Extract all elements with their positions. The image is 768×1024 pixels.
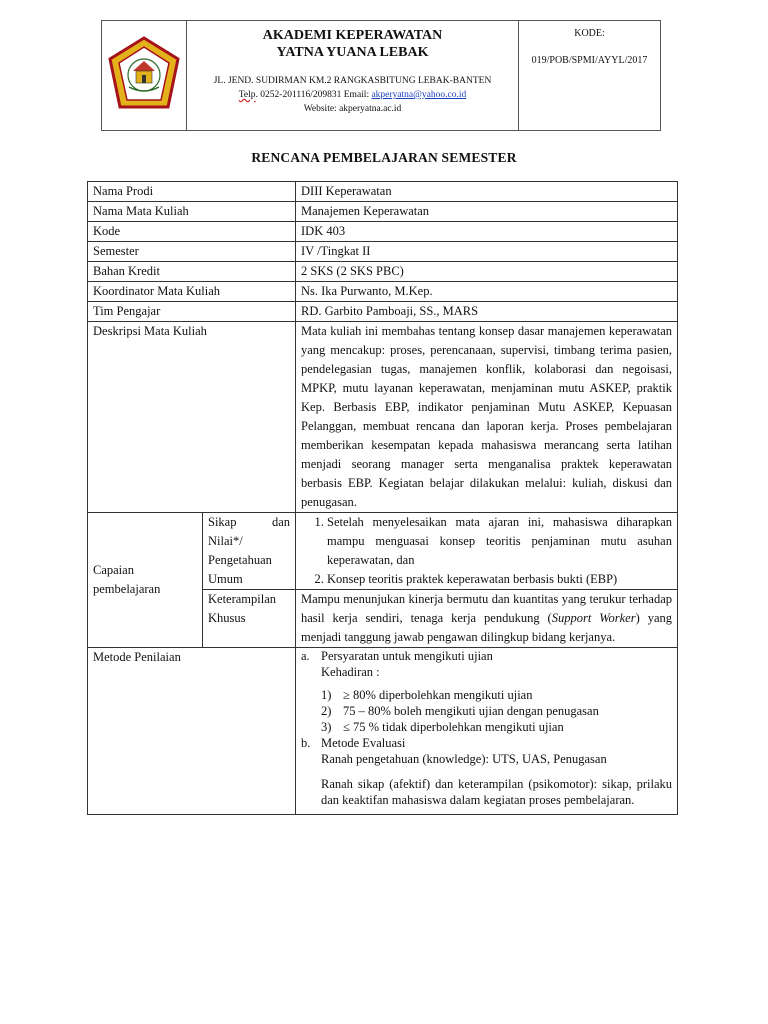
document-code-cell [519, 21, 660, 130]
row-value: Ns. Ika Purwanto, M.Kep. [296, 282, 678, 302]
org-address-block [187, 74, 518, 116]
row-label: Semester [88, 242, 296, 262]
row-label: Kode [88, 222, 296, 242]
row-value: RD. Garbito Pamboaji, SS., MARS [296, 302, 678, 322]
row-label: Deskripsi Mata Kuliah [88, 322, 296, 513]
metode-b [301, 735, 672, 751]
keterampilan-label: Keterampilan Khusus [203, 590, 296, 648]
document-title: RENCANA PEMBELAJARAN SEMESTER [251, 150, 517, 165]
row-label: Nama Prodi [88, 182, 296, 202]
list-item [321, 719, 672, 735]
metode-a-sub: Kehadiran : [321, 665, 380, 679]
table-row [88, 322, 678, 513]
keterampilan-text [296, 590, 678, 648]
capaian-label: Capaian pembelajaran [88, 513, 203, 648]
course-description: Mata kuliah ini membahas tentang konsep dasar manajemen keperawatan yang mencakup: proses, perencanaan, supervisi, timbang terima pasien, pendelegasian tugas, manajemen konflik, kolaborasi dan negoisasi, MPKP, mutu layanan keperawatan, menjaminan mutu ASKEP, praktik Kep. Berbasis EBP, indikator penjaminan Mutu ASKEP, Kepuasan Pelanggan, membuat rencana dan laporan kerja. Proses pembelajaran memberikan kesempatan kepada mahasiswa merancang serta latihan menjadi seorang manager serta menganalisa praktek keperawatan berbasis EBP. Kegiatan belajar dilakukan melalui: kuliah, diskusi dan penugasan. [296, 322, 678, 513]
org-address: JL. JEND. SUDIRMAN KM.2 RANGKASBITUNG LEBAK-BANTEN [213, 76, 492, 86]
metode-b-text1: Ranah pengetahuan (knowledge): UTS, UAS, Penugasan [321, 752, 607, 766]
item-number: 3) [321, 720, 332, 734]
row-label: Nama Mata Kuliah [88, 202, 296, 222]
table-row [88, 302, 678, 322]
phone-label: Telp [238, 90, 256, 100]
institution-logo-icon [102, 21, 186, 130]
table-row [88, 202, 678, 222]
kehadiran-list [301, 687, 672, 735]
metode-label: Metode Penilaian [88, 648, 296, 815]
org-name-line2: YATNA YUANA LEBAK [276, 45, 429, 60]
table-row [88, 262, 678, 282]
list-item [321, 687, 672, 703]
metode-a-title: Persyaratan untuk mengikuti ujian [321, 649, 493, 663]
row-value: DIII Keperawatan [296, 182, 678, 202]
row-value: Manajemen Keperawatan [296, 202, 678, 222]
sikap-label: Sikap dan Nilai*/ Pengetahuan Umum [203, 513, 296, 590]
table-row [88, 648, 678, 815]
logo-cell [102, 21, 187, 130]
org-website: Website: akperyatna.ac.id [303, 104, 402, 114]
keterampilan-pre: Mampu menunjukan kinerja bermutu dan kuantitas yang terukur terhadap hasil kerja sendiri, tenaga kerja pendukung ( [301, 592, 672, 625]
sikap-list [301, 513, 672, 589]
keterampilan-post: ) yang menjadi tanggung jawab pengawan dilingkup bidang kerjanya. [301, 611, 672, 644]
item-text: ≤ 75 % tidak diperbolehkan mengikuti ujian [343, 720, 564, 734]
letterhead [101, 20, 661, 131]
metode-b-marker: b. [301, 736, 311, 750]
kode-label: KODE: [574, 28, 605, 39]
email-link[interactable]: akperyatna@yahoo.co.id [371, 90, 467, 100]
sikap-cell [296, 513, 678, 590]
org-name-line1: AKADEMI KEPERAWATAN [262, 28, 443, 43]
row-value: IDK 403 [296, 222, 678, 242]
item-number: 2) [321, 704, 332, 718]
item-text: ≥ 80% diperbolehkan mengikuti ujian [343, 688, 533, 702]
rps-table [87, 181, 678, 815]
table-row [88, 182, 678, 202]
list-item [321, 703, 672, 719]
list-item: 1. Setelah menyelesaikan mata ajaran ini, mahasiswa diharapkan mampu menguasai konsep teoritis penjaminan mutu asuhan keperawatan, dan [327, 513, 672, 570]
row-label: Bahan Kredit [88, 262, 296, 282]
row-value: IV /Tingkat II [296, 242, 678, 262]
metode-a-marker: a. [301, 649, 310, 663]
keterampilan-em: Support Worker [551, 611, 636, 625]
letterhead-text [187, 21, 519, 130]
metode-a [301, 648, 672, 664]
metode-cell [296, 648, 678, 815]
list-item: 2. Konsep teoritis praktek keperawatan berbasis bukti (EBP) [327, 570, 672, 589]
phone-number: . 0252-201116/209831 Email: [255, 90, 372, 100]
row-value: 2 SKS (2 SKS PBC) [296, 262, 678, 282]
table-row [88, 242, 678, 262]
metode-b-text2: Ranah sikap (afektif) dan keterampilan (psikomotor): sikap, prilaku dan keaktifan mahasiswa dalam kegiatan proses pembelajaran. [321, 777, 672, 807]
table-row [88, 513, 678, 590]
table-row [88, 282, 678, 302]
kode-value: 019/POB/SPMI/AYYL/2017 [531, 55, 648, 66]
table-row [88, 222, 678, 242]
org-contact [187, 88, 518, 102]
row-label: Koordinator Mata Kuliah [88, 282, 296, 302]
item-number: 1) [321, 688, 332, 702]
metode-b-title: Metode Evaluasi [321, 736, 406, 750]
item-text: 75 – 80% boleh mengikuti ujian dengan penugasan [343, 704, 599, 718]
row-label: Tim Pengajar [88, 302, 296, 322]
